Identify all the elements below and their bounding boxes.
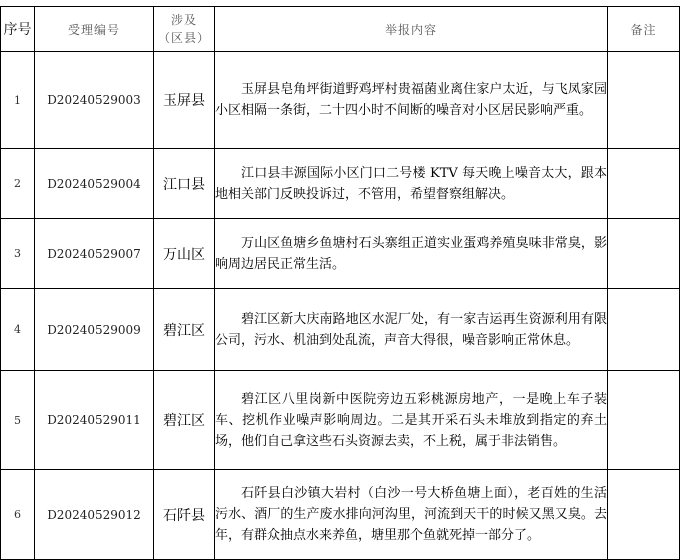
row-serial-number: 6 <box>1 470 35 560</box>
header-remarks: 备注 <box>608 7 680 52</box>
table-row <box>1 289 680 371</box>
row-report-content <box>215 149 608 219</box>
row-acceptance-code: D20240529004 <box>35 149 154 219</box>
row-remarks <box>608 470 680 560</box>
row-acceptance-code: D20240529012 <box>35 470 154 560</box>
header-serial-number: 序号 <box>1 7 35 52</box>
header-area <box>154 7 215 52</box>
row-remarks <box>608 289 680 371</box>
row-area: 玉屏县 <box>154 52 215 149</box>
row-acceptance-code: D20240529011 <box>35 371 154 470</box>
row-acceptance-code: D20240529009 <box>35 289 154 371</box>
table-row <box>1 219 680 289</box>
row-report-content <box>215 371 608 470</box>
row-serial-number: 3 <box>1 219 35 289</box>
row-report-content <box>215 219 608 289</box>
row-report-content <box>215 470 608 560</box>
row-serial-number: 1 <box>1 52 35 149</box>
header-area-line1: 涉及 <box>170 13 197 27</box>
row-area: 万山区 <box>154 219 215 289</box>
table-row <box>1 371 680 470</box>
row-report-content <box>215 289 608 371</box>
row-report-content-text: 碧江区新大庆南路地区水泥厂处，有一家吉运再生资源利用有限公司，污水、机油到处乱流，声音大得很，噪音影响正常休息。 <box>215 311 607 348</box>
table-row <box>1 470 680 560</box>
row-acceptance-code: D20240529007 <box>35 219 154 289</box>
row-report-content <box>215 52 608 149</box>
row-report-content-text: 玉屏县皂角坪街道野鸡坪村贵福菌业离住家户太近，与飞凤家园小区相隔一条街，二十四小时不间断的噪音对小区居民影响严重。 <box>215 82 607 118</box>
table-row <box>1 52 680 149</box>
row-report-content-text: 江口县丰源国际小区门口二号楼 KTV 每天晚上噪音太大，跟本地相关部门反映投诉过，不管用，希望督察组解决。 <box>215 165 607 202</box>
row-report-content-text: 碧江区八里岗新中医院旁边五彩桃源房地产，一是晚上车子装车、挖机作业噪声影响周边。二是其开采石头未堆放到指定的弃土场，他们自己拿这些石头资源去卖，不上税，属于非法销售。 <box>215 391 607 449</box>
row-remarks <box>608 219 680 289</box>
row-remarks <box>608 52 680 149</box>
row-serial-number: 2 <box>1 149 35 219</box>
row-remarks <box>608 149 680 219</box>
row-serial-number: 5 <box>1 371 35 470</box>
row-acceptance-code: D20240529003 <box>35 52 154 149</box>
row-area: 江口县 <box>154 149 215 219</box>
row-report-content-text: 石阡县白沙镇大岩村（白沙一号大桥鱼塘上面），老百姓的生活污水、酒厂的生产废水排向河沟里，河流到天干的时候又黑又臭。去年，有群众抽点水来养鱼，塘里那个鱼就死掉一部分了。 <box>215 486 607 543</box>
header-area-line2: （区县） <box>157 31 210 45</box>
row-remarks <box>608 371 680 470</box>
table-row <box>1 149 680 219</box>
header-report-content: 举报内容 <box>215 7 608 52</box>
row-area: 碧江区 <box>154 371 215 470</box>
header-acceptance-code: 受理编号 <box>35 7 154 52</box>
row-serial-number: 4 <box>1 289 35 371</box>
row-area: 石阡县 <box>154 470 215 560</box>
header-row <box>1 7 680 52</box>
row-area: 碧江区 <box>154 289 215 371</box>
row-report-content-text: 万山区鱼塘乡鱼塘村石头寨组正道实业蛋鸡养殖臭味非常臭，影响周边居民正常生活。 <box>215 235 607 272</box>
complaints-table <box>0 6 680 560</box>
